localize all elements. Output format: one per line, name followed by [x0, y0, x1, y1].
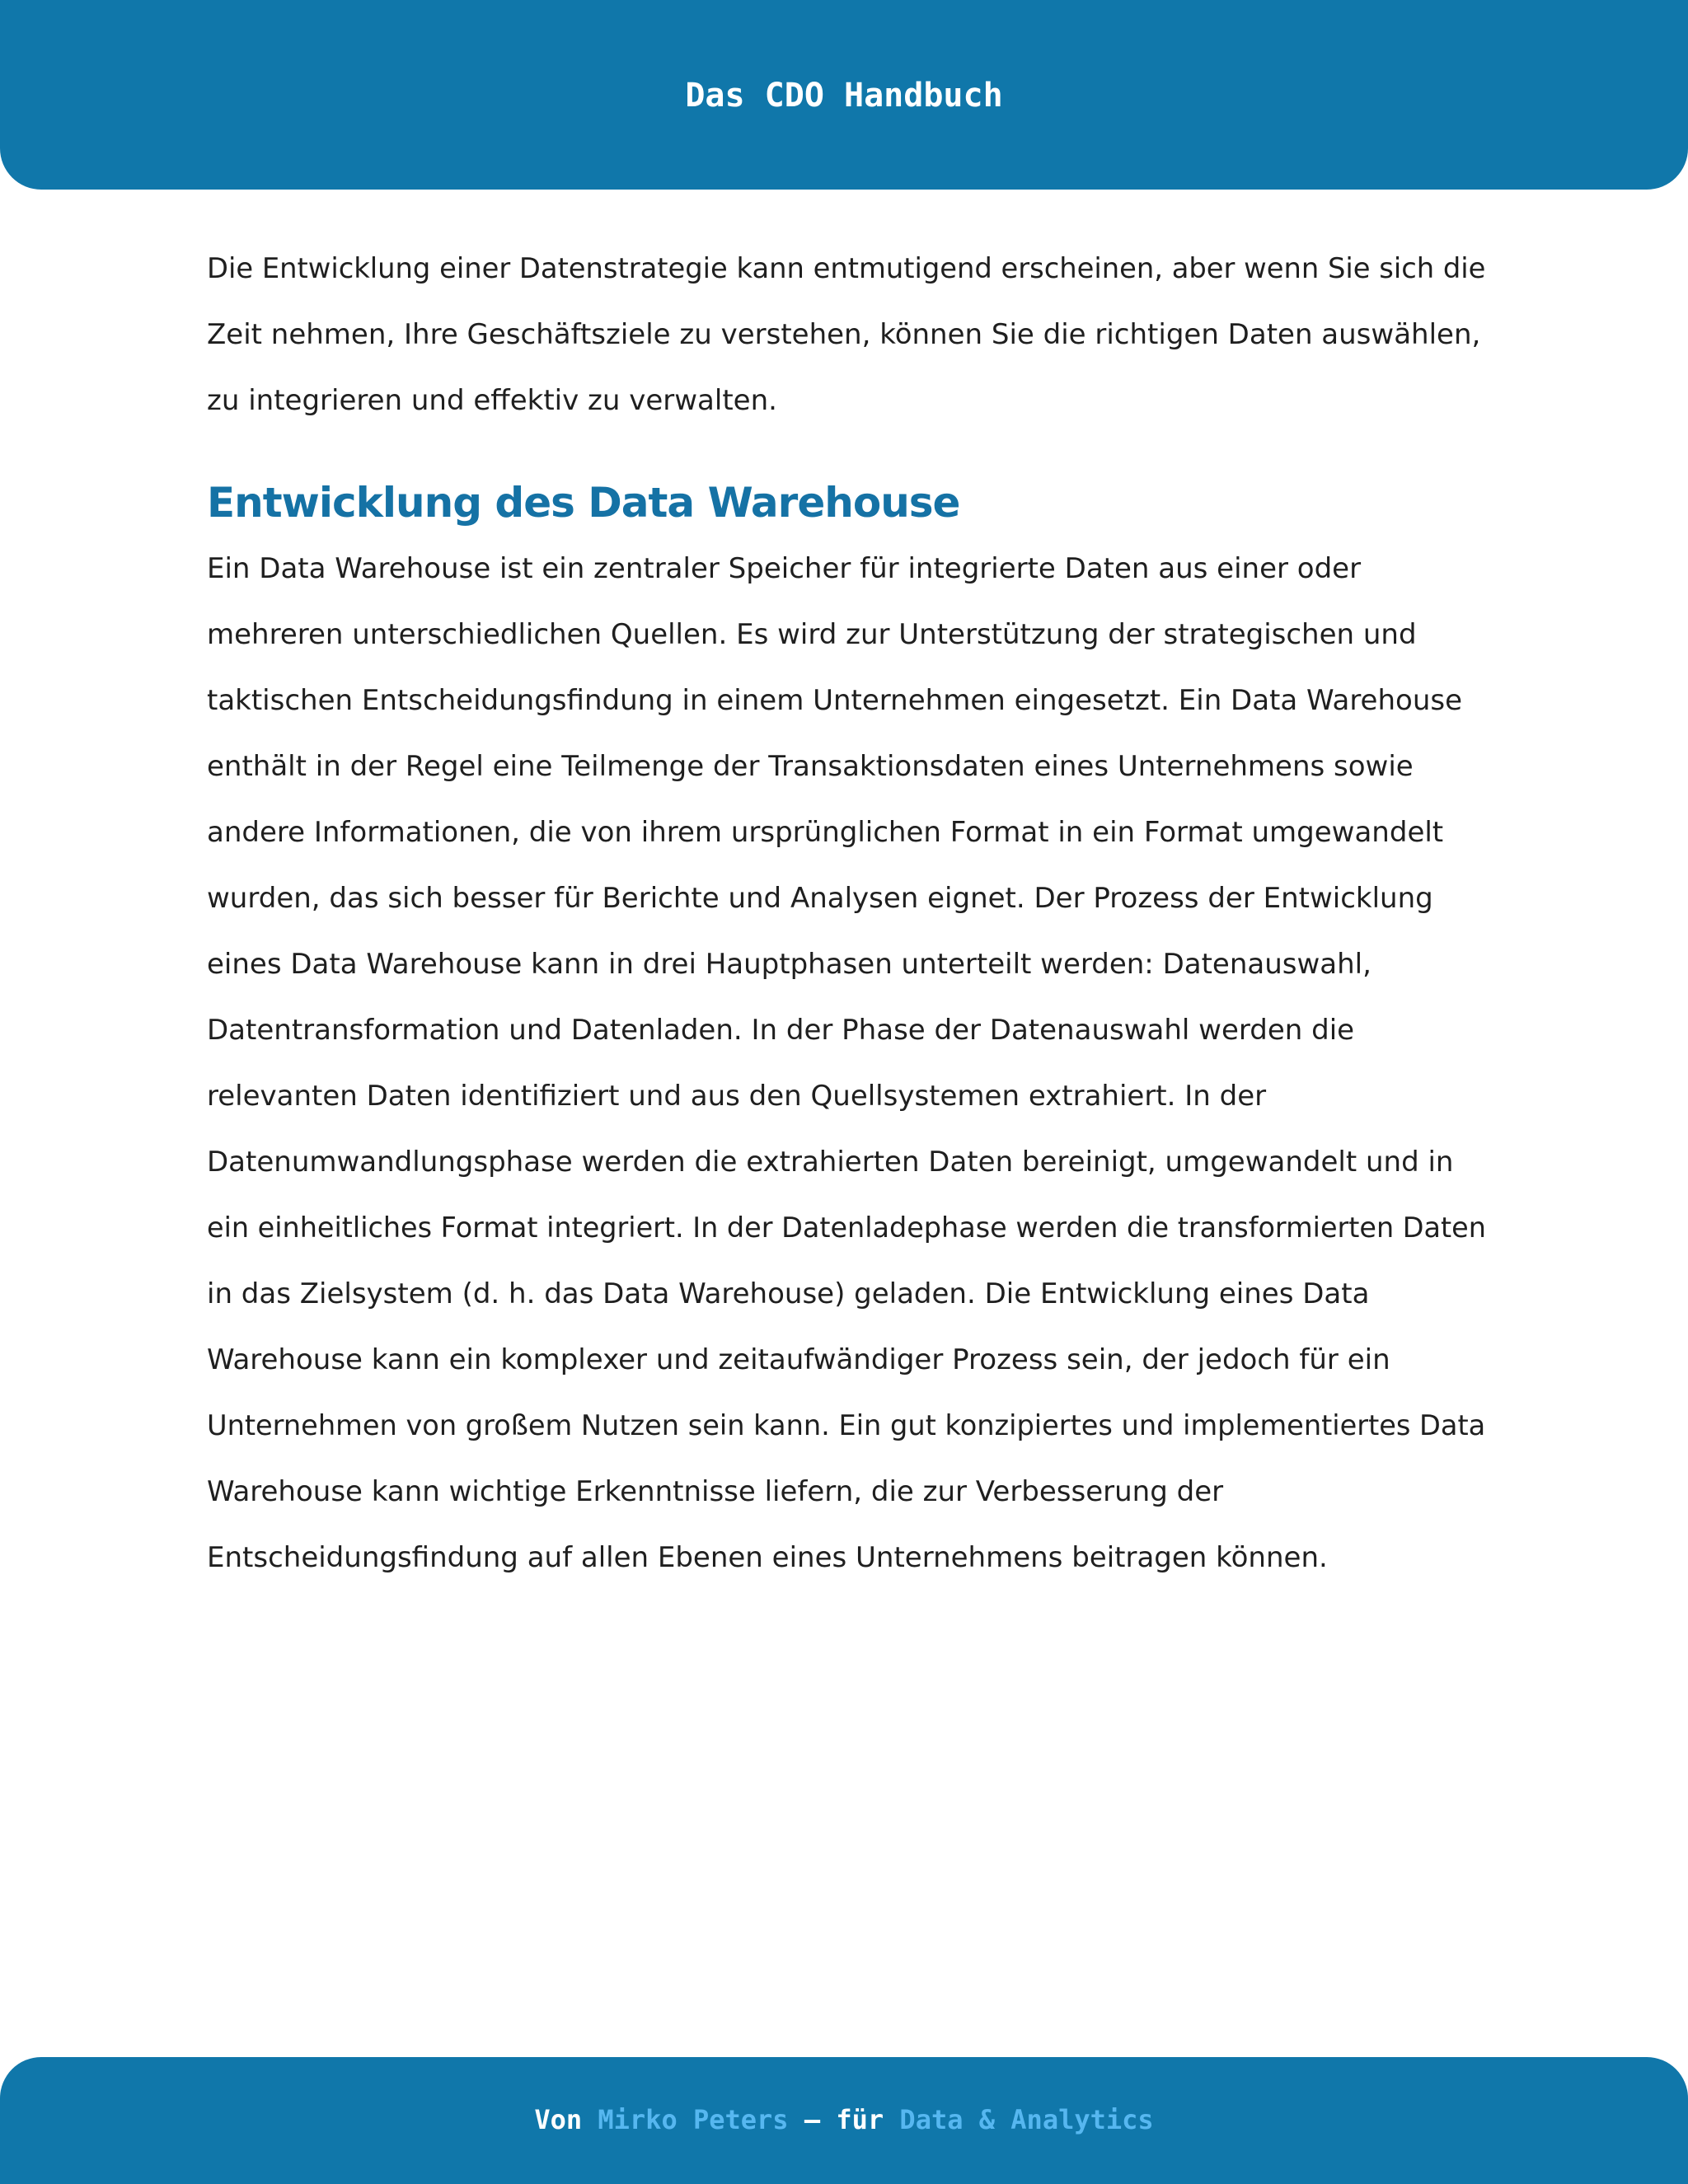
header-title: Das CDO Handbuch	[685, 77, 1003, 115]
section-line: Unternehmen von großem Nutzen sein kann. Ein gut konzipiertes und implementiertes Data	[207, 1409, 1486, 1441]
section-line: Ein Data Warehouse ist ein zentraler Speicher für integrierte Daten aus einer oder	[207, 552, 1362, 585]
footer-middle: – für	[788, 2104, 900, 2135]
intro-paragraph	[207, 236, 1493, 434]
section-line: mehreren unterschiedlichen Quellen. Es wird zur Unterstützung der strategischen und	[207, 618, 1417, 651]
section-line: Warehouse kann wichtige Erkenntnisse liefern, die zur Verbesserung der	[207, 1475, 1224, 1508]
section-line: relevanten Daten identifiziert und aus den Quellsystemen extrahiert. In der	[207, 1080, 1267, 1113]
intro-line: Zeit nehmen, Ihre Geschäftsziele zu verstehen, können Sie die richtigen Daten auswählen,	[207, 318, 1481, 351]
section-line: in das Zielsystem (d. h. das Data Warehouse) geladen. Die Entwicklung eines Data	[207, 1277, 1370, 1310]
page-content	[207, 236, 1493, 1591]
section-line: wurden, das sich besser für Berichte und Analysen eignet. Der Prozess der Entwicklung	[207, 882, 1433, 915]
section-line: ein einheitliches Format integriert. In der Datenladephase werden die transformierten Daten	[207, 1212, 1486, 1244]
intro-line: Die Entwicklung einer Datenstrategie kann entmutigend erscheinen, aber wenn Sie sich die	[207, 252, 1486, 284]
footer-author-link[interactable]: Mirko Peters	[598, 2104, 789, 2135]
section-line: enthält in der Regel eine Teilmenge der Transaktionsdaten eines Unternehmens sowie	[207, 750, 1414, 783]
section-line: andere Informationen, die von ihrem ursprünglichen Format in ein Format umgewandelt	[207, 816, 1444, 849]
section-line: Entscheidungsfindung auf allen Ebenen eines Unternehmens beitragen können.	[207, 1541, 1328, 1574]
page-header	[0, 0, 1688, 190]
footer-org-link[interactable]: Data & Analytics	[899, 2104, 1154, 2135]
footer-credit	[0, 2095, 1688, 2144]
section-line: Datentransformation und Datenladen. In der Phase der Datenauswahl werden die	[207, 1014, 1355, 1047]
section-line: eines Data Warehouse kann in drei Hauptphasen unterteilt werden: Datenauswahl,	[207, 948, 1372, 981]
section-paragraph	[207, 536, 1493, 1591]
section-heading: Entwicklung des Data Warehouse	[207, 479, 960, 527]
page-footer	[0, 2057, 1688, 2184]
footer-prefix: Von	[534, 2104, 598, 2135]
section-line: taktischen Entscheidungsfindung in einem Unternehmen eingesetzt. Ein Data Warehouse	[207, 684, 1462, 717]
section-line: Warehouse kann ein komplexer und zeitaufwändiger Prozess sein, der jedoch für ein	[207, 1343, 1390, 1376]
intro-line: zu integrieren und effektiv zu verwalten.	[207, 384, 777, 417]
section-line: Datenumwandlungsphase werden die extrahierten Daten bereinigt, umgewandelt und in	[207, 1146, 1454, 1179]
